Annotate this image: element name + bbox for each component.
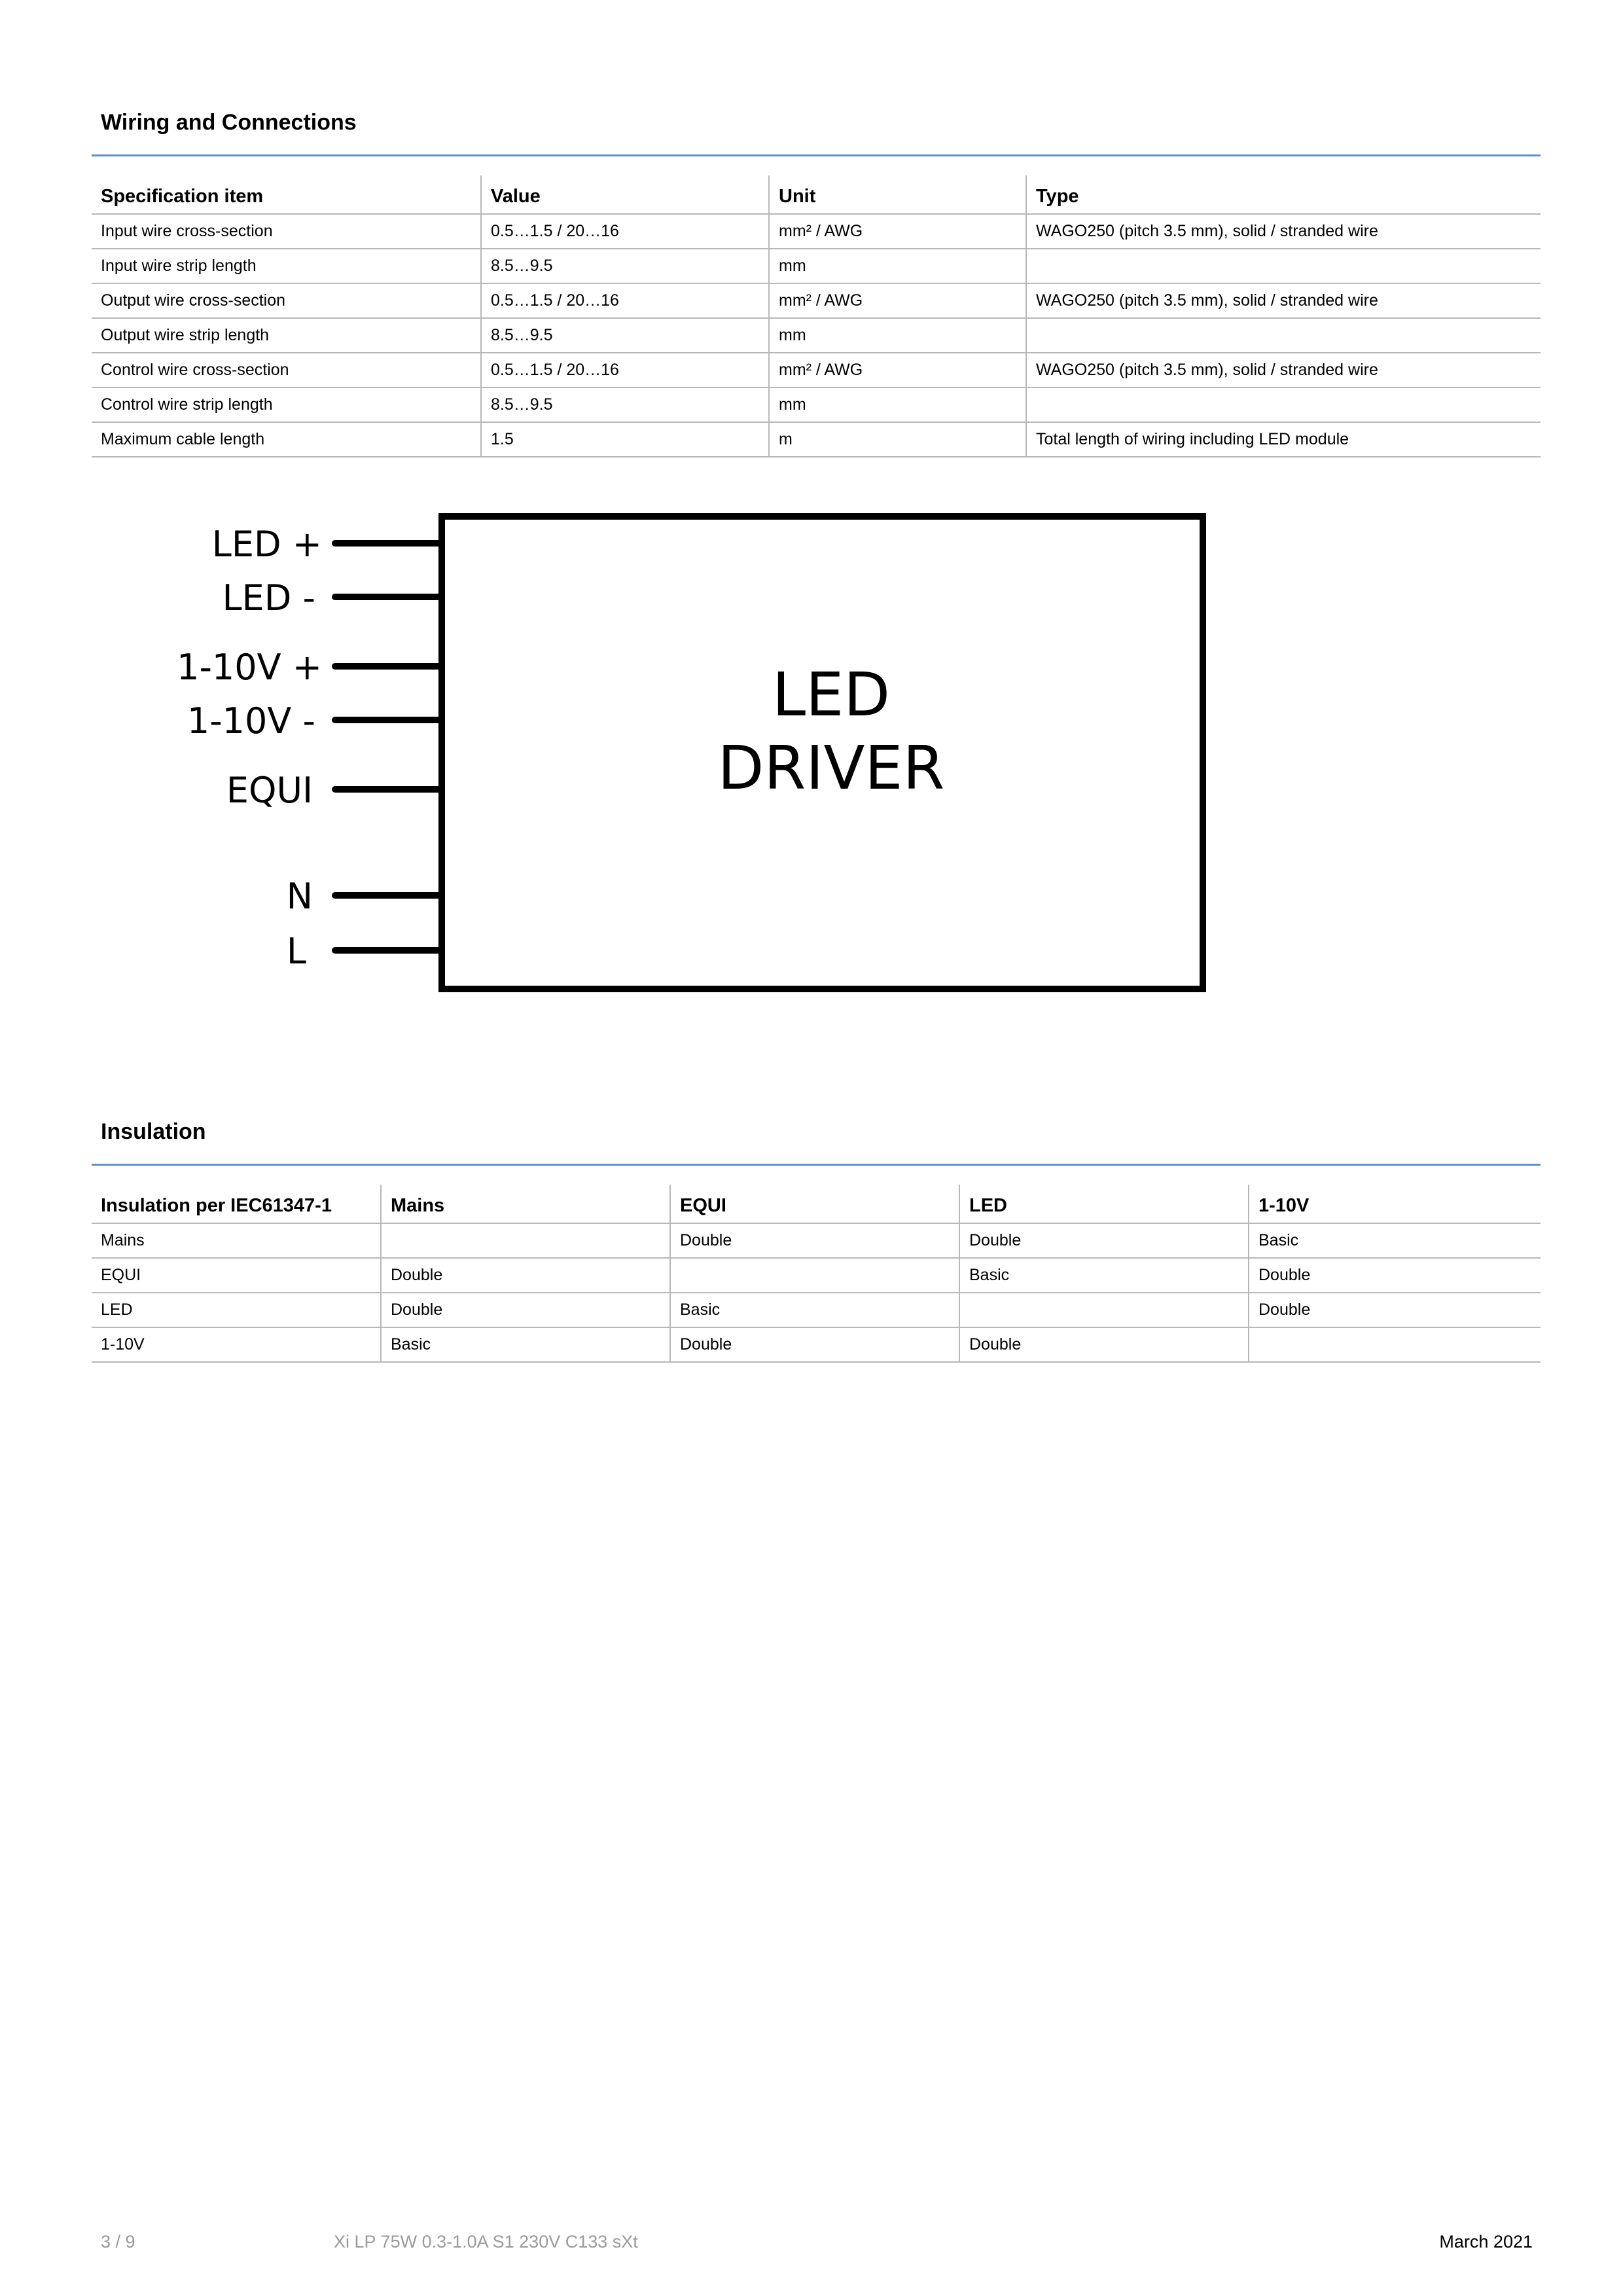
table-cell: mm <box>769 249 1026 283</box>
table-row <box>92 1258 1541 1293</box>
terminal-label-dim-plus: 1-10V + <box>177 647 322 688</box>
table-cell: Control wire strip length <box>92 387 481 422</box>
table-row <box>92 214 1541 249</box>
table-cell <box>1026 249 1541 283</box>
table-cell <box>1026 387 1541 422</box>
column-header-mains: Mains <box>381 1185 670 1223</box>
footer-product-name: Xi LP 75W 0.3-1.0A S1 230V C133 sXt <box>334 2232 638 2251</box>
column-header-specification-item: Specification item <box>92 175 481 214</box>
table-cell: 8.5…9.5 <box>481 387 769 422</box>
terminal-label-led-plus: LED + <box>211 524 322 565</box>
table-cell: Double <box>381 1293 670 1327</box>
insulation-title-rule <box>92 1164 1541 1166</box>
table-row <box>92 422 1541 457</box>
table-cell: Double <box>959 1223 1249 1258</box>
terminal-label-l: L <box>286 931 306 972</box>
table-row <box>92 1223 1541 1258</box>
table-cell: Input wire strip length <box>92 249 481 283</box>
table-cell <box>959 1293 1249 1327</box>
terminal-label-n: N <box>286 876 313 917</box>
wiring-title-rule <box>92 154 1541 156</box>
column-header-1-10v: 1-10V <box>1249 1185 1541 1223</box>
table-cell: 8.5…9.5 <box>481 249 769 283</box>
table-cell: mm² / AWG <box>769 353 1026 387</box>
table-cell: mm <box>769 387 1026 422</box>
table-cell <box>1026 318 1541 353</box>
table-cell: 1.5 <box>481 422 769 457</box>
wiring-diagram <box>170 497 1217 1008</box>
table-cell: Control wire cross-section <box>92 353 481 387</box>
column-header-unit: Unit <box>769 175 1026 214</box>
table-cell: 0.5…1.5 / 20…16 <box>481 353 769 387</box>
column-header-insulation-standard: Insulation per IEC61347-1 <box>92 1185 381 1223</box>
table-cell: Maximum cable length <box>92 422 481 457</box>
table-cell: LED <box>92 1293 381 1327</box>
table-cell: Double <box>670 1223 959 1258</box>
table-row <box>92 318 1541 353</box>
table-cell: Double <box>1249 1258 1541 1293</box>
table-cell: Basic <box>670 1293 959 1327</box>
table-cell: m <box>769 422 1026 457</box>
table-cell: mm² / AWG <box>769 214 1026 249</box>
driver-label-line1: LED <box>772 660 891 730</box>
footer-date: March 2021 <box>1439 2232 1533 2251</box>
table-cell: Output wire cross-section <box>92 283 481 318</box>
table-cell: mm² / AWG <box>769 283 1026 318</box>
column-header-type: Type <box>1026 175 1541 214</box>
table-cell: mm <box>769 318 1026 353</box>
wiring-section-title: Wiring and Connections <box>101 110 357 135</box>
table-cell: EQUI <box>92 1258 381 1293</box>
table-row <box>92 1293 1541 1327</box>
table-cell: Double <box>959 1327 1249 1362</box>
table-cell: 0.5…1.5 / 20…16 <box>481 214 769 249</box>
table-cell <box>670 1258 959 1293</box>
table-row <box>92 387 1541 422</box>
column-header-equi: EQUI <box>670 1185 959 1223</box>
table-cell: WAGO250 (pitch 3.5 mm), solid / stranded wire <box>1026 214 1541 249</box>
table-cell: 1-10V <box>92 1327 381 1362</box>
table-row <box>92 1327 1541 1362</box>
table-cell: WAGO250 (pitch 3.5 mm), solid / stranded wire <box>1026 353 1541 387</box>
table-row <box>92 353 1541 387</box>
table-cell: WAGO250 (pitch 3.5 mm), solid / stranded wire <box>1026 283 1541 318</box>
table-cell: Input wire cross-section <box>92 214 481 249</box>
table-header-row <box>92 175 1541 214</box>
table-cell: 8.5…9.5 <box>481 318 769 353</box>
table-cell: Double <box>670 1327 959 1362</box>
table-cell: Output wire strip length <box>92 318 481 353</box>
table-cell: Double <box>1249 1293 1541 1327</box>
table-cell: Basic <box>381 1327 670 1362</box>
table-cell: 0.5…1.5 / 20…16 <box>481 283 769 318</box>
table-cell <box>381 1223 670 1258</box>
wiring-table <box>92 175 1541 457</box>
table-cell: Double <box>381 1258 670 1293</box>
table-cell: Total length of wiring including LED module <box>1026 422 1541 457</box>
table-cell <box>1249 1327 1541 1362</box>
table-header-row <box>92 1185 1541 1223</box>
column-header-led: LED <box>959 1185 1249 1223</box>
table-cell: Basic <box>1249 1223 1541 1258</box>
terminal-label-led-minus: LED - <box>222 577 315 619</box>
table-cell: Mains <box>92 1223 381 1258</box>
footer-page-number: 3 / 9 <box>101 2232 135 2251</box>
insulation-section-title: Insulation <box>101 1119 206 1144</box>
table-row <box>92 283 1541 318</box>
driver-label-line2: DRIVER <box>717 733 945 803</box>
terminal-label-dim-minus: 1-10V - <box>187 700 315 742</box>
terminal-label-equi: EQUI <box>226 770 313 811</box>
table-row <box>92 249 1541 283</box>
insulation-table <box>92 1185 1541 1363</box>
table-cell: Basic <box>959 1258 1249 1293</box>
column-header-value: Value <box>481 175 769 214</box>
